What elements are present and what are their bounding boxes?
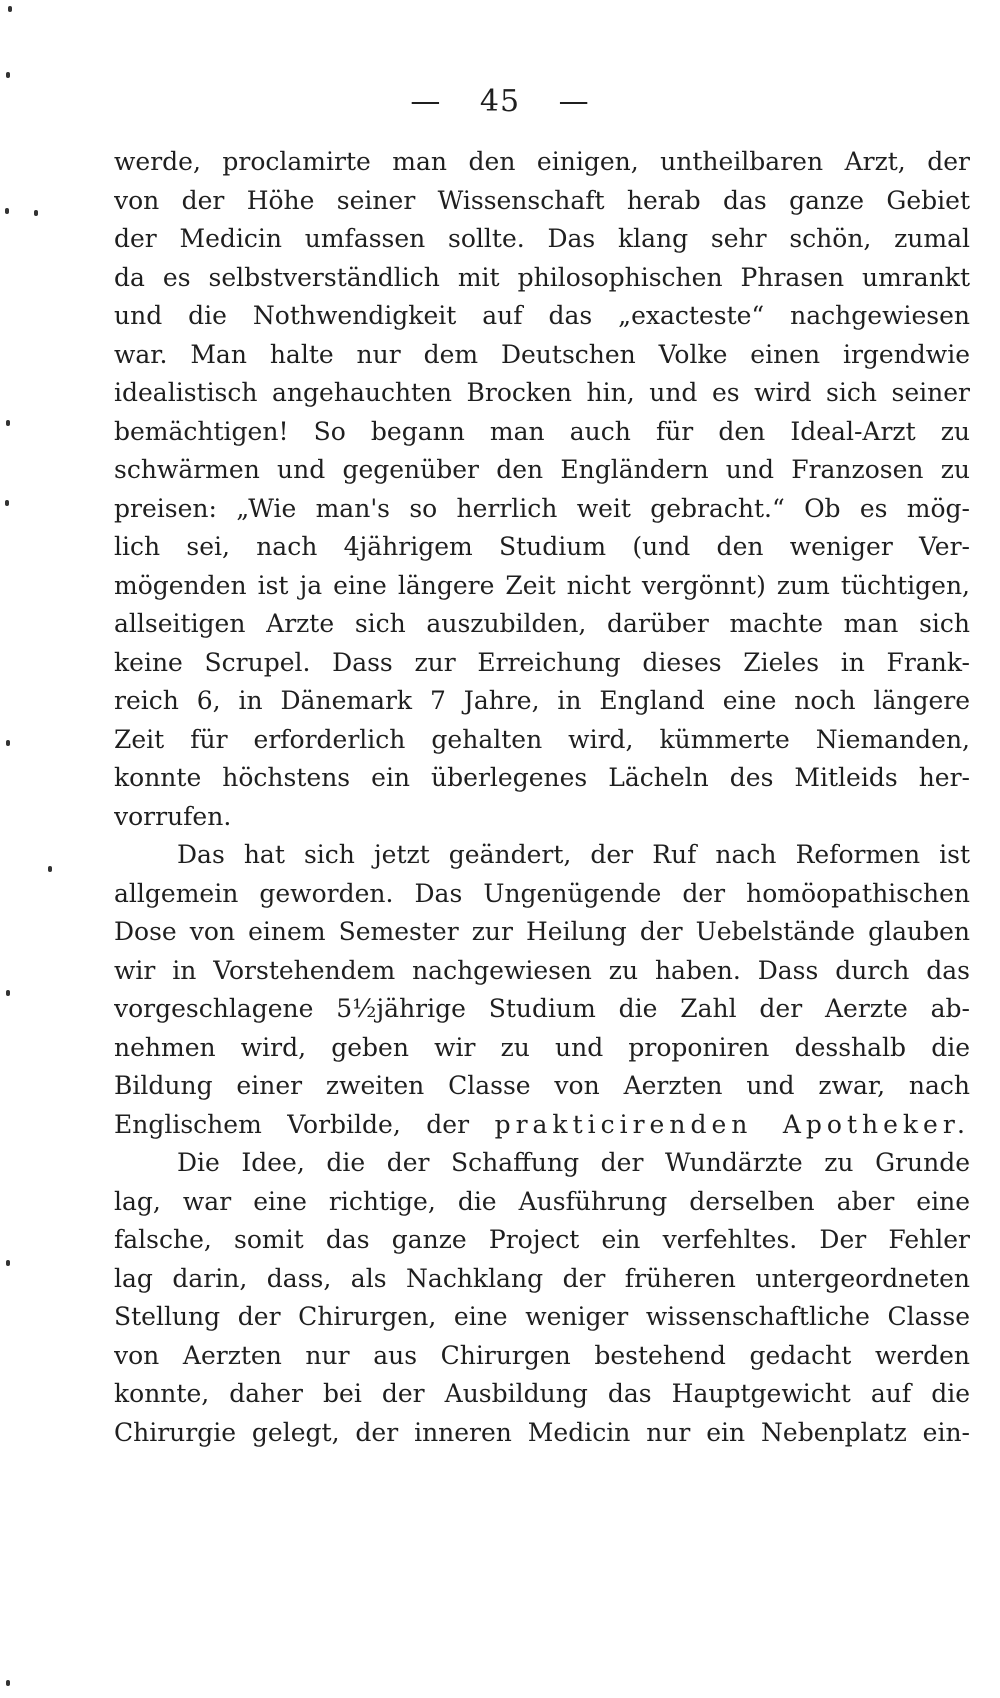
page-header xyxy=(0,84,1000,119)
margin-speck xyxy=(5,500,9,506)
body-text xyxy=(114,143,970,1452)
emphasis-line xyxy=(114,1106,970,1145)
text-line: allseitigen Arzte sich auszubilden, darüber machte man sich xyxy=(114,609,970,638)
margin-speck xyxy=(6,740,10,746)
text-line: falsche, somit das ganze Project ein verfehltes. Der Fehler xyxy=(114,1225,970,1254)
text-line: wir in Vorstehendem nachgewiesen zu haben. Dass durch das xyxy=(114,955,970,985)
text-line: preisen: „Wie man's so herrlich weit gebracht.“ Ob es mög- xyxy=(114,493,970,523)
text-line: schwärmen und gegenüber den Engländern und Franzosen zu xyxy=(114,455,970,484)
text-line: vorgeschlagene 5½jährige Studium die Zahl der Aerzte ab- xyxy=(114,994,970,1023)
text-line: lich sei, nach 4jährigem Studium (und den weniger Ver- xyxy=(114,532,970,561)
margin-speck xyxy=(34,210,38,216)
text-line: allgemein geworden. Das Ungenügende der homöopathischen xyxy=(114,878,970,908)
paragraph-start-line: Die Idee, die der Schaffung der Wundärzte zu Grunde xyxy=(177,1148,970,1177)
header-dash-right: — xyxy=(558,84,590,119)
text-line: lag darin, dass, als Nachklang der früheren untergeordneten xyxy=(114,1263,970,1293)
text-line: Stellung der Chirurgen, eine weniger wissenschaftliche Classe xyxy=(114,1302,970,1331)
text-line: von Aerzten nur aus Chirurgen bestehend gedacht werden xyxy=(114,1340,970,1370)
margin-speck xyxy=(6,1260,10,1266)
text-line: Bildung einer zweiten Classe von Aerzten und zwar, nach xyxy=(114,1071,970,1100)
margin-specks xyxy=(0,0,60,1698)
text-line: keine Scrupel. Dass zur Erreichung dieses Zieles in Frank- xyxy=(114,647,970,677)
margin-speck xyxy=(6,1680,10,1686)
margin-speck xyxy=(6,72,10,78)
text-line: reich 6, in Dänemark 7 Jahre, in England eine noch längere xyxy=(114,686,970,715)
header-dash-left: — xyxy=(410,84,442,119)
text-line: idealistisch angehauchten Brocken hin, und es wird sich seiner xyxy=(114,378,970,407)
text-line: werde, proclamirte man den einigen, untheilbaren Arzt, der xyxy=(114,147,970,176)
text-line: konnte höchstens ein überlegenes Lächeln des Mitleids her- xyxy=(114,763,970,792)
text-line: Zeit für erforderlich gehalten wird, kümmerte Niemanden, xyxy=(114,724,970,754)
text-line: Chirurgie gelegt, der inneren Medicin nur ein Nebenplatz ein- xyxy=(114,1417,970,1447)
text-line: bemächtigen! So begann man auch für den Ideal-Arzt zu xyxy=(114,416,970,446)
emphasized-phrase: prakticirenden Apotheker. xyxy=(494,1109,970,1139)
text-line: war. Man halte nur dem Deutschen Volke einen irgendwie xyxy=(114,339,970,369)
paragraph-end-line: vorrufen. xyxy=(114,801,232,831)
text-line-lead: Englischem Vorbilde, der xyxy=(114,1109,470,1139)
paragraph-start-line: Das hat sich jetzt geändert, der Ruf nach Reformen ist xyxy=(177,840,970,869)
margin-speck xyxy=(6,420,10,426)
text-line: konnte, daher bei der Ausbildung das Hauptgewicht auf die xyxy=(114,1379,970,1408)
text-line: Dose von einem Semester zur Heilung der Uebelstände glauben xyxy=(114,917,970,946)
margin-speck xyxy=(6,990,10,996)
margin-speck xyxy=(48,866,52,872)
margin-speck xyxy=(8,6,12,12)
text-line: der Medicin umfassen sollte. Das klang sehr schön, zumal xyxy=(114,224,970,253)
text-line: da es selbstverständlich mit philosophischen Phrasen umrankt xyxy=(114,262,970,292)
margin-speck xyxy=(5,208,9,214)
page-number: 45 xyxy=(479,84,521,119)
text-line: nehmen wird, geben wir zu und proponiren desshalb die xyxy=(114,1032,970,1062)
text-line: und die Nothwendigkeit auf das „exacteste“ nachgewiesen xyxy=(114,301,970,330)
text-line: von der Höhe seiner Wissenschaft herab das ganze Gebiet xyxy=(114,185,970,215)
text-line: mögenden ist ja eine längere Zeit nicht vergönnt) zum tüchtigen, xyxy=(114,570,970,600)
text-line: lag, war eine richtige, die Ausführung derselben aber eine xyxy=(114,1186,970,1216)
